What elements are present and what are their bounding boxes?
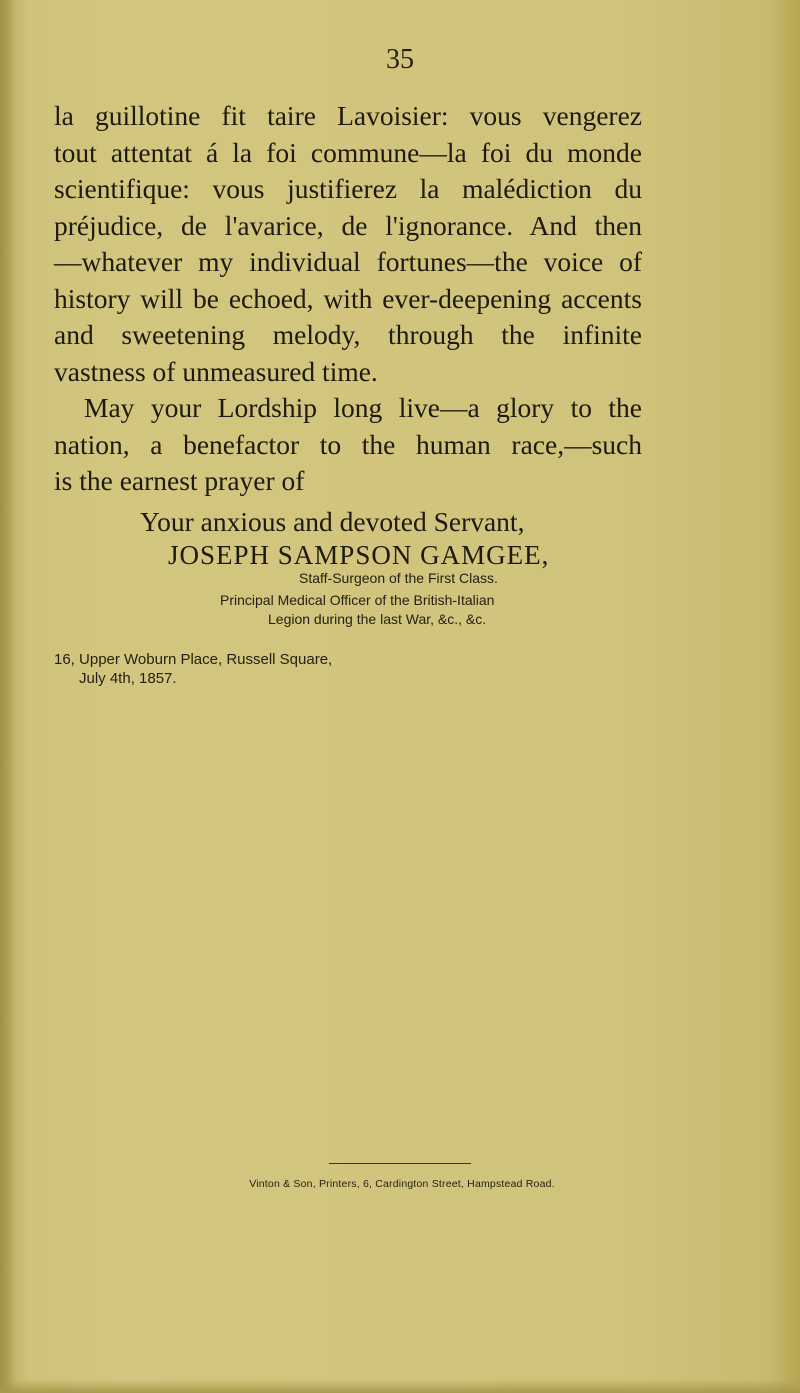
body-line: nation, a benefactor to the human race,—such xyxy=(54,428,642,460)
body-line: la guillotine fit taire Lavoisier: vous vengerez xyxy=(54,100,642,131)
body-line: préjudice, de l'avarice, de l'ignorance. And then xyxy=(54,209,642,241)
page-gutter-shadow xyxy=(0,0,16,1393)
imprint-rule xyxy=(329,1163,471,1164)
body-line: and sweetening melody, through the infinite xyxy=(54,319,642,350)
signature-name: JOSEPH SAMPSON GAMGEE, xyxy=(168,540,550,570)
body-line: —whatever my individual fortunes—the voice of xyxy=(54,246,642,277)
credential-line: Staff-Surgeon of the First Class. xyxy=(299,570,498,586)
body-line: history will be echoed, with ever-deepening accents xyxy=(54,282,642,314)
printer-imprint: Vinton & Son, Printers, 6, Cardington Street, Hampstead Road. xyxy=(249,1178,555,1190)
page-right-edge xyxy=(774,0,800,1393)
credential-line: Legion during the last War, &c., &c. xyxy=(268,611,487,627)
page-bottom-edge xyxy=(0,1379,800,1393)
page-number: 35 xyxy=(386,44,414,75)
credential-line: Principal Medical Officer of the British-Italian xyxy=(220,592,495,608)
date-line: July 4th, 1857. xyxy=(79,670,177,687)
body-paragraph xyxy=(54,98,642,500)
address-line: 16, Upper Woburn Place, Russell Square, xyxy=(54,651,333,668)
body-line: scientifique: vous justifierez la malédiction du xyxy=(54,173,642,204)
body-line: vastness of unmeasured time. xyxy=(54,355,378,387)
body-line: May your Lordship long live—a glory to the xyxy=(84,392,642,423)
body-line: is the earnest prayer of xyxy=(54,465,305,496)
closing-salutation: Your anxious and devoted Servant, xyxy=(140,506,525,537)
body-line: tout attentat á la foi commune—la foi du monde xyxy=(54,136,642,168)
